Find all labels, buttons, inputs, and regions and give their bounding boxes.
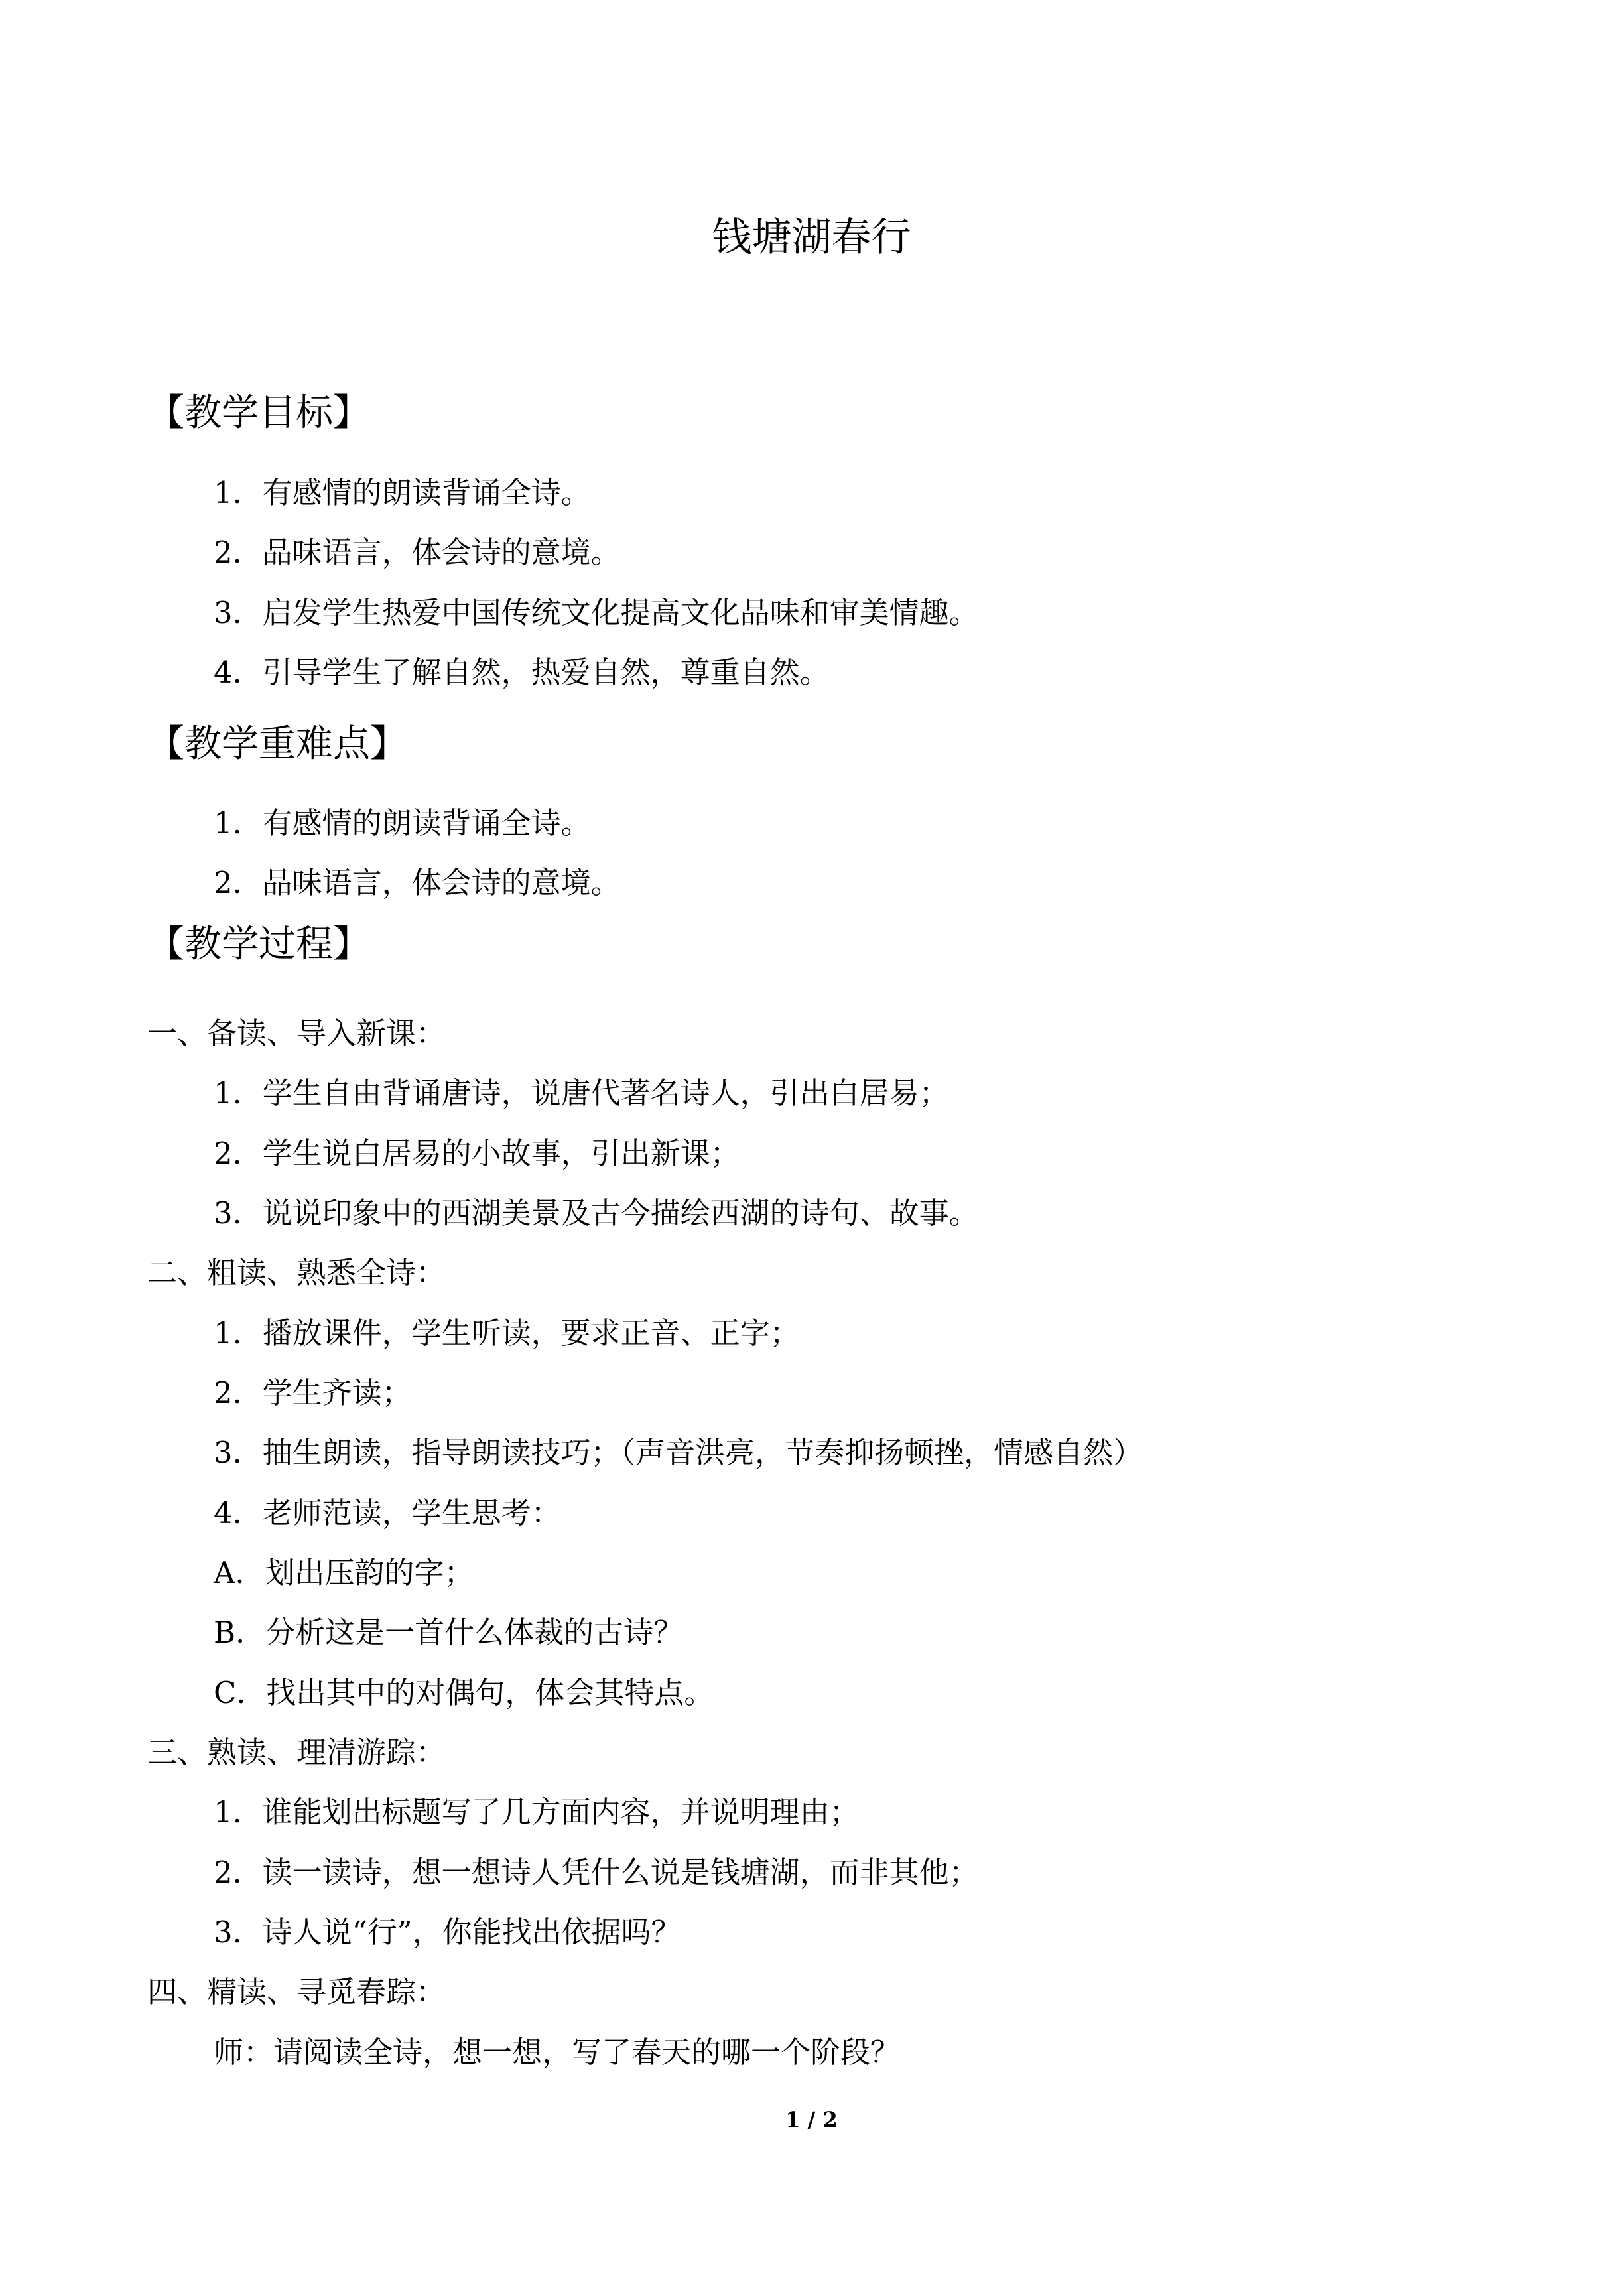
key-point-item: 1．有感情的朗读背诵全诗。: [214, 805, 591, 841]
process-item: 3．说说印象中的西湖美景及古今描绘西湖的诗句、故事。: [214, 1195, 979, 1231]
process-item: 1．谁能划出标题写了几方面内容，并说明理由；: [214, 1794, 860, 1830]
process-item: 3．诗人说“行”，你能找出依据吗？: [214, 1915, 681, 1950]
section-heading-key-points: 【教学重难点】: [147, 722, 407, 766]
process-part-title: 一、备读、导入新课：: [147, 1016, 446, 1051]
process-item: 2．学生说白居易的小故事，引出新课；: [214, 1136, 740, 1171]
process-part-title: 二、粗读、熟悉全诗：: [147, 1255, 446, 1290]
process-item: A．划出压韵的字；: [214, 1555, 474, 1590]
objective-item: 1．有感情的朗读背诵全诗。: [214, 475, 591, 510]
objective-item: 3．启发学生热爱中国传统文化提高文化品味和审美情趣。: [214, 595, 979, 630]
process-part-title: 三、熟读、理清游踪：: [147, 1735, 446, 1770]
process-item: 1．学生自由背诵唐诗，说唐代著名诗人，引出白居易；: [214, 1075, 949, 1111]
key-point-item: 2．品味语言，体会诗的意境。: [214, 865, 621, 900]
process-item: B．分析这是一首什么体裁的古诗？: [214, 1615, 684, 1650]
process-item: 2．读一读诗，想一想诗人凭什么说是钱塘湖，而非其他；: [214, 1855, 979, 1890]
section-heading-objectives: 【教学目标】: [147, 391, 370, 435]
objective-item: 2．品味语言，体会诗的意境。: [214, 535, 621, 570]
process-item: 2．学生齐读；: [214, 1375, 412, 1410]
process-item: C．找出其中的对偶句，体会其特点。: [214, 1675, 714, 1710]
process-item: 1．播放课件，学生听读，要求正音、正字；: [214, 1316, 800, 1351]
process-item: 3．抽生朗读，指导朗读技巧；（声音洪亮，节奏抑扬顿挫，情感自然）: [214, 1435, 1143, 1470]
process-item: 师：请阅读全诗，想一想，写了春天的哪一个阶段？: [214, 2035, 901, 2070]
section-heading-process: 【教学过程】: [147, 923, 370, 966]
process-part-title: 四、精读、寻觅春踪：: [147, 1974, 446, 2009]
objective-item: 4．引导学生了解自然，热爱自然，尊重自然。: [214, 655, 830, 690]
document-title: 钱塘湖春行: [712, 214, 911, 261]
process-item: 4．老师范读，学生思考：: [214, 1495, 561, 1530]
page-number: 1 / 2: [785, 2107, 838, 2132]
